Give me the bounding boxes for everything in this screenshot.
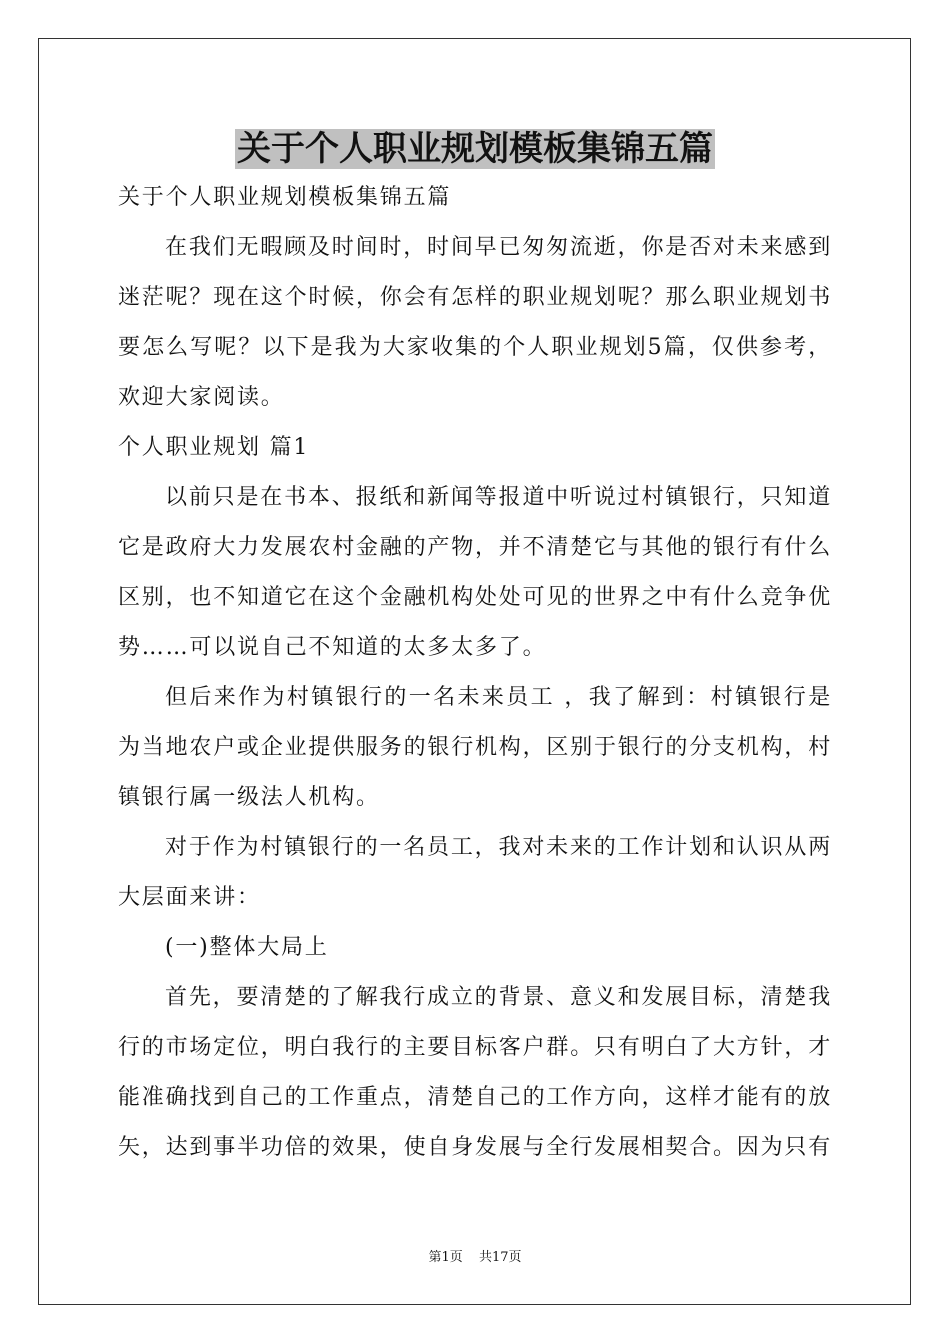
page-total: 共17页	[478, 1250, 522, 1265]
paragraph: 个人职业规划 篇1	[118, 435, 310, 460]
document-title-wrap	[0, 128, 950, 170]
paragraph: 首先，要清楚的了解我行成立的背景、意义和发展目标，清楚我行的市场定位，明白我行的主要目标客户群。只有明白了大方针，才能准确找到自己的工作重点，清楚自己的工作方向，这样才能有的放矢，达到事半功倍的效果，使自身发展与全行发展相契合。因为只有	[118, 985, 833, 1160]
paragraph: 对于作为村镇银行的一名员工，我对未来的工作计划和认识从两大层面来讲：	[118, 835, 832, 910]
paragraph: 在我们无暇顾及时间时，时间早已匆匆流逝，你是否对未来感到迷茫呢？现在这个时候，你会有怎样的职业规划呢？那么职业规划书要怎么写呢？以下是我为大家收集的个人职业规划5篇，仅供参考，欢迎大家阅读。	[118, 235, 833, 410]
paragraph: 关于个人职业规划模板集锦五篇	[118, 185, 452, 210]
document-title: 关于个人职业规划模板集锦五篇	[237, 129, 713, 169]
paragraph: (一)整体大局上	[165, 935, 329, 960]
paragraph: 但后来作为村镇银行的一名未来员工 ，我了解到：村镇银行是为当地农户或企业提供服务的银行机构，区别于银行的分支机构，村镇银行属一级法人机构。	[118, 685, 833, 810]
page-number: 第1页	[428, 1250, 463, 1265]
page-footer	[0, 1246, 950, 1265]
paragraph: 以前只是在书本、报纸和新闻等报道中听说过村镇银行，只知道它是政府大力发展农村金融的产物，并不清楚它与其他的银行有什么区别，也不知道它在这个金融机构处处可见的世界之中有什么竞争优势……可以说自己不知道的太多太多了。	[118, 485, 833, 660]
document-body	[118, 173, 832, 1173]
